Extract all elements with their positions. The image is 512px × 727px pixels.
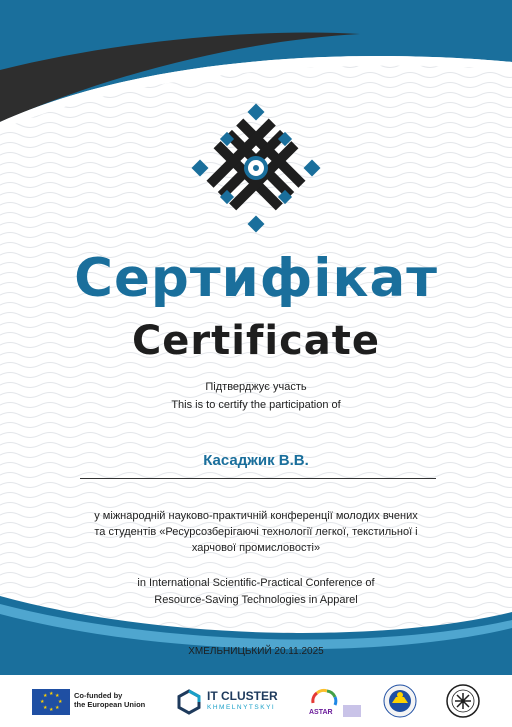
svg-text:★: ★ — [55, 693, 60, 699]
it-cluster-name: IT CLUSTER — [207, 689, 278, 703]
eu-label-line-2: the European Union — [74, 700, 146, 709]
astar-logo-icon — [307, 687, 343, 711]
conference-ua-line-1: у міжнародній науково-практичній конференції молодих вчених — [94, 510, 418, 522]
eu-cofunded-label — [74, 691, 145, 709]
svg-text:★: ★ — [43, 693, 48, 699]
conference-ua-line-3: харчової промисловості» — [191, 542, 321, 554]
eu-label-line-1: Co-funded by — [74, 691, 123, 700]
place-date: ХМЕЛЬНИЦЬКИЙ 20.11.2025 — [188, 646, 324, 657]
svg-text:★: ★ — [58, 699, 63, 705]
title-en: Certificate — [131, 318, 381, 364]
footer-logos — [0, 675, 512, 727]
confirm-text-en: This is to certify the participation of — [171, 399, 341, 411]
svg-text:★: ★ — [49, 707, 54, 713]
title-ua: Сертифікат — [74, 248, 438, 309]
svg-text:★: ★ — [49, 691, 54, 697]
it-cluster-city: KHMELNYTSKYI — [207, 704, 276, 711]
svg-text:★: ★ — [43, 705, 48, 711]
conference-en-line-2: Resource-Saving Technologies in Apparel — [154, 594, 358, 606]
confirm-text-ua: Підтверджує участь — [205, 381, 307, 393]
svg-text:★: ★ — [55, 705, 60, 711]
university-seal-icon — [383, 684, 417, 718]
department-seal-icon — [446, 684, 480, 718]
eu-flag-icon — [32, 689, 70, 715]
conference-en-line-1: in International Scientific-Practical Conference of — [137, 577, 375, 589]
it-cluster-logo-icon — [176, 689, 202, 715]
astar-secondary-mark — [343, 705, 361, 717]
name-underline — [80, 478, 436, 479]
recipient-name: Касаджик В.В. — [203, 452, 309, 469]
astar-label: ASTAR — [309, 709, 333, 716]
conference-ua-line-2: та студентів «Ресурсозберігаючі технології легкої, текстильної і — [94, 526, 418, 538]
svg-text:★: ★ — [40, 699, 45, 705]
